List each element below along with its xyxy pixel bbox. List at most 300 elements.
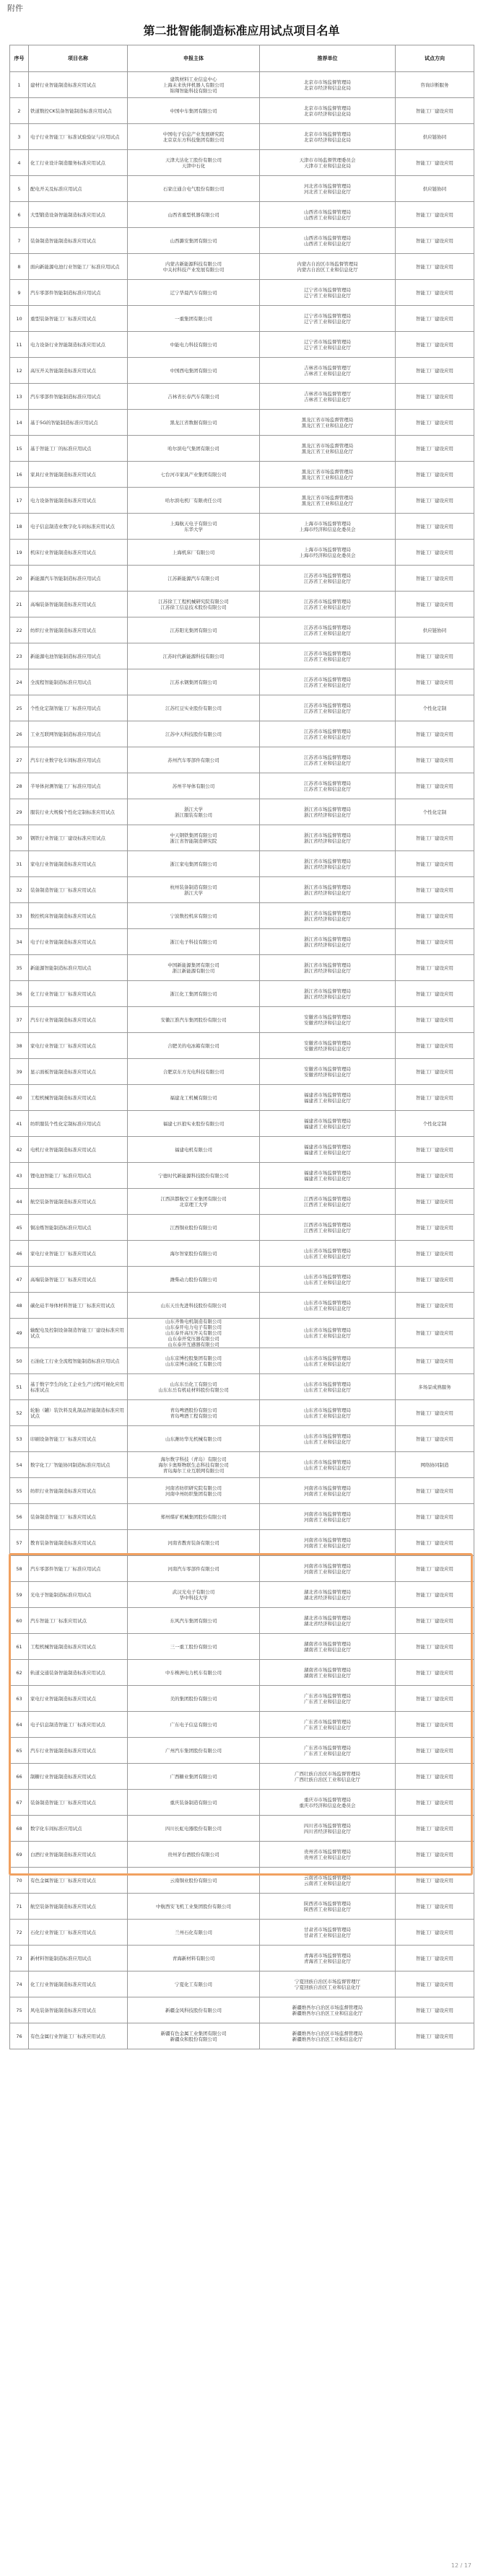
direction-cell: 智能工厂建设应用 [396,410,474,436]
direction-cell: 智能工厂建设应用 [396,1059,474,1085]
applicant-cell: 一重集团有限公司 [128,306,260,332]
recommender-cell: 浙江省市场监督管理局 浙江省经济和信息化厅 [260,877,396,903]
recommender-cell: 北京市市场监督管理局 北京市经济和信息化局 [260,98,396,124]
project-name: 全流程智能制造标准应用试点 [29,669,128,695]
recommender-cell: 辽宁省市场监督管理局 辽宁省工业和信息化厅 [260,332,396,358]
table-row [10,1556,474,1582]
applicant-cell: 重庆装备制造有限公司 [128,1790,260,1816]
project-name: 电机行业智能制造标准应用试点 [29,1137,128,1163]
project-name: 纺织服装个性化定制标准应用试点 [29,1111,128,1137]
table-row [10,1634,474,1660]
recommender-cell: 山东省市场监督管理局 山东省工业和信息化厅 [260,1452,396,1478]
col-header-direction: 试点方向 [396,45,474,72]
direction-cell: 智能工厂建设应用 [396,747,474,773]
direction-cell: 智能工厂建设应用 [396,1712,474,1738]
table-row [10,1215,474,1241]
applicant-cell: 杭州装备制造有限公司 浙江大学 [128,877,260,903]
recommender-cell: 福建省市场监督管理局 福建省工业和信息化厅 [260,1137,396,1163]
project-name: 汽车零部件智能工厂标准应用试点 [29,1556,128,1582]
applicant-cell: 哈尔滨电机厂有限责任公司 [128,488,260,514]
project-name: 基于智能工厂的标准应用试点 [29,436,128,462]
table-row [10,150,474,176]
row-number: 43 [10,1163,29,1189]
table-row [10,202,474,228]
table-row [10,1452,474,1478]
table-row [10,1241,474,1267]
table-row [10,488,474,514]
recommender-cell: 北京市市场监督管理局 北京市经济和信息化局 [260,124,396,150]
direction-cell: 智能工厂建设应用 [396,955,474,981]
recommender-cell: 江西省市场监督管理局 江西省工业和信息化厅 [260,1215,396,1241]
row-number: 30 [10,825,29,851]
applicant-cell: 江西洪都航空工业集团有限公司 北京理工大学 [128,1189,260,1215]
recommender-cell: 山东省市场监督管理局 山东省工业和信息化厅 [260,1241,396,1267]
recommender-cell: 安徽省市场监督管理局 安徽省经济和信息化厅 [260,1007,396,1033]
applicant-cell: 中航西安飞机工业集团股份有限公司 [128,1894,260,1920]
row-number: 14 [10,410,29,436]
recommender-cell: 云南省市场监督管理局 云南省工业和信息化厅 [260,1868,396,1894]
table-row [10,1920,474,1946]
direction-cell: 智能工厂建设应用 [396,254,474,280]
row-number: 21 [10,592,29,617]
direction-cell: 智能工厂建设应用 [396,1971,474,1997]
row-number: 15 [10,436,29,462]
direction-cell: 智能工厂建设应用 [396,1293,474,1319]
project-name: 汽车零部件智能制造标准应用试点 [29,384,128,410]
table-row [10,1686,474,1712]
row-number: 53 [10,1426,29,1452]
project-name: 汽车智能工厂标准应用试点 [29,1608,128,1634]
applicant-cell: 潍柴动力股份有限公司 [128,1267,260,1293]
direction-cell: 智能工厂建设应用 [396,669,474,695]
project-name: 航空装备智能制造标准应用试点 [29,1189,128,1215]
project-name: 基于数字孪生的化工企业生产过程可视化应用标准试点 [29,1374,128,1400]
row-number: 18 [10,514,29,540]
direction-cell: 智能工厂建设应用 [396,436,474,462]
applicant-cell: 辽宁华晨汽车有限公司 [128,280,260,306]
direction-cell: 供应链协同 [396,124,474,150]
table-row [10,98,474,124]
recommender-cell: 贵州省市场监督管理局 贵州省工业和信息化厅 [260,1842,396,1868]
direction-cell: 智能工厂建设应用 [396,643,474,669]
project-name: 建材行业智能制造标准应用试点 [29,72,128,98]
direction-cell: 智能工厂建设应用 [396,1007,474,1033]
project-name: 重型装备智能工厂标准应用试点 [29,306,128,332]
recommender-cell: 吉林省市场监督管理厅 吉林省工业和信息化厅 [260,384,396,410]
applicant-cell: 中国电子信息产业发展研究院 北京京东方科技集团有限公司 [128,124,260,150]
row-number: 37 [10,1007,29,1033]
project-name: 面向新能源电池行业智能工厂标准应用试点 [29,254,128,280]
direction-cell: 智能工厂建设应用 [396,280,474,306]
table-row [10,1137,474,1163]
project-name: 新能源智能制造标准应用试点 [29,955,128,981]
row-number: 68 [10,1816,29,1842]
project-name: 新材料智能制造标准应用试点 [29,1946,128,1971]
direction-cell: 智能工厂建设应用 [396,1163,474,1189]
table-row [10,436,474,462]
project-name: 光电子智能制造标准应用试点 [29,1582,128,1608]
applicant-cell: 山东潍坊华光机械有限公司 [128,1426,260,1452]
table-row [10,1504,474,1530]
project-name: 纺织行业智能制造标准应用试点 [29,1478,128,1504]
recommender-cell: 广东省市场监督管理局 广东省工业和信息化厅 [260,1738,396,1764]
direction-cell: 网络协同制造 [396,1452,474,1478]
project-name: 轨道交通装备智能制造标准应用试点 [29,1660,128,1686]
applicant-cell: 青岛啤酒股份有限公司 青岛啤酒工程有限公司 [128,1400,260,1426]
direction-cell: 智能工厂建设应用 [396,358,474,384]
applicant-cell: 吉林省长春汽车有限公司 [128,384,260,410]
row-number: 27 [10,747,29,773]
direction-cell: 智能工厂建设应用 [396,825,474,851]
project-name: 服装行业大规模个性化定制标准应用试点 [29,799,128,825]
row-number: 22 [10,617,29,643]
project-name: 大型锻造设备智能制造标准应用试点 [29,202,128,228]
project-name: 钢铁行业智能工厂建设标准应用试点 [29,825,128,851]
applicant-cell: 浙江家电集团有限公司 [128,851,260,877]
recommender-cell: 河南省市场监督管理局 河南省工业和信息化厅 [260,1478,396,1504]
project-name: 石油化工行业全流程智能制造标准应用试点 [29,1348,128,1374]
table-row [10,1868,474,1894]
project-name: 装备制造智能工厂标准应用试点 [29,1504,128,1530]
row-number: 6 [10,202,29,228]
applicant-cell: 中国新能源集团有限公司 浙江新能源有限公司 [128,955,260,981]
applicant-cell: 郑州煤矿机械集团股份有限公司 [128,1504,260,1530]
direction-cell: 智能工厂建设应用 [396,1267,474,1293]
table-row [10,1085,474,1111]
recommender-cell: 黑龙江省市场监督管理局 黑龙江省工业和信息化厅 [260,462,396,488]
row-number: 32 [10,877,29,903]
table-row [10,929,474,955]
applicant-cell: 武汉光电子有限公司 华中科技大学 [128,1582,260,1608]
project-name: 制糖行业智能制造标准应用试点 [29,1764,128,1790]
project-name: 化工行业智能制造标准应用试点 [29,1971,128,1997]
table-header-row [10,45,474,72]
row-number: 42 [10,1137,29,1163]
applicant-cell: 东风汽车集团有限公司 [128,1608,260,1634]
row-number: 9 [10,280,29,306]
direction-cell: 个性化定制 [396,695,474,721]
table-row [10,903,474,929]
table-row [10,358,474,384]
row-number: 26 [10,721,29,747]
recommender-cell: 北京市市场监督管理局 北京市经济和信息化局 [260,72,396,98]
row-number: 12 [10,358,29,384]
applicant-cell: 海尔数字科技（青岛）有限公司 海尔卡奥斯物联生态科技有限公司 青岛海尔工业互联网有限公司 [128,1452,260,1478]
project-name: 石化行业智能工厂标准应用试点 [29,1920,128,1946]
table-row [10,384,474,410]
row-number: 66 [10,1764,29,1790]
direction-cell: 智能工厂建设应用 [396,1033,474,1059]
table-row [10,566,474,592]
project-name: 数字化车间标准应用试点 [29,1816,128,1842]
direction-cell: 智能工厂建设应用 [396,1504,474,1530]
table-row [10,1374,474,1400]
recommender-cell: 广东省市场监督管理局 广东省工业和信息化厅 [260,1686,396,1712]
row-number: 50 [10,1348,29,1374]
row-number: 36 [10,981,29,1007]
applicant-cell: 江苏时代新能源科技有限公司 [128,643,260,669]
direction-cell: 智能工厂建设应用 [396,1634,474,1660]
row-number: 48 [10,1293,29,1319]
recommender-cell: 浙江省市场监督管理局 浙江省经济和信息化厅 [260,929,396,955]
project-name: 有色金属智能工厂标准应用试点 [29,1868,128,1894]
project-name: 基于5G的智能制造标准应用试点 [29,410,128,436]
row-number: 70 [10,1868,29,1894]
row-number: 67 [10,1790,29,1816]
row-number: 73 [10,1946,29,1971]
table-row [10,1608,474,1634]
row-number: 20 [10,566,29,592]
row-number: 17 [10,488,29,514]
table-row [10,851,474,877]
table-row [10,747,474,773]
recommender-cell: 江苏省市场监督管理局 江苏省工业和信息化厅 [260,721,396,747]
table-row [10,124,474,150]
project-table [9,45,474,2049]
row-number: 59 [10,1582,29,1608]
applicant-cell: 四川长虹电器股份有限公司 [128,1816,260,1842]
row-number: 38 [10,1033,29,1059]
project-name: 白酒行业智能制造标准应用试点 [29,1842,128,1868]
col-header-name: 项目名称 [29,45,128,72]
row-number: 10 [10,306,29,332]
direction-cell: 智能工厂建设应用 [396,1920,474,1946]
recommender-cell: 四川省市场监督管理局 四川省经济和信息化厅 [260,1816,396,1842]
recommender-cell: 湖北省市场监督管理局 湖北省经济和信息化厅 [260,1608,396,1634]
col-header-applicant: 申报主体 [128,45,260,72]
project-name: 高端装备智能制造标准应用试点 [29,592,128,617]
direction-cell: 智能工厂建设应用 [396,306,474,332]
applicant-cell: 黑龙江省数据有限公司 [128,410,260,436]
table-row [10,410,474,436]
table-row [10,462,474,488]
direction-cell: 智能工厂建设应用 [396,332,474,358]
recommender-cell: 黑龙江省市场监督管理局 黑龙江省工业和信息化厅 [260,410,396,436]
direction-cell: 智能工厂建设应用 [396,462,474,488]
row-number: 39 [10,1059,29,1085]
direction-cell: 智能工厂建设应用 [396,773,474,799]
recommender-cell: 甘肃省市场监督管理局 甘肃省工业和信息化厅 [260,1920,396,1946]
applicant-cell: 七台河市家具产业集团有限公司 [128,462,260,488]
recommender-cell: 山西省市场监督管理局 山西省工业和信息化厅 [260,202,396,228]
table-row [10,1293,474,1319]
direction-cell: 智能工厂建设应用 [396,877,474,903]
applicant-cell: 上海机床厂有限公司 [128,540,260,566]
applicant-cell: 河南汽车零部件有限公司 [128,1556,260,1582]
table-row [10,254,474,280]
row-number: 74 [10,1971,29,1997]
table-row [10,514,474,540]
row-number: 49 [10,1319,29,1348]
applicant-cell: 宁夏化工有限公司 [128,1971,260,1997]
table-row [10,280,474,306]
project-name: 个性化定制智能工厂标准应用试点 [29,695,128,721]
applicant-cell: 内蒙古新能源科技有限公司 中关村科技产业发展有限公司 [128,254,260,280]
recommender-cell: 安徽省市场监督管理局 安徽省经济和信息化厅 [260,1033,396,1059]
project-name: 家电行业智能工厂标准应用试点 [29,1033,128,1059]
table-row [10,1738,474,1764]
direction-cell: 智能工厂建设应用 [396,903,474,929]
direction-cell: 智能工厂建设应用 [396,1582,474,1608]
direction-cell: 智能工厂建设应用 [396,1478,474,1504]
applicant-cell: 天津大沽化工股份有限公司 天津中石化 [128,150,260,176]
page-title: 第二批智能制造标准应用试点项目名单 [143,24,340,38]
table-row [10,643,474,669]
direction-cell: 智能工厂建设应用 [396,1530,474,1556]
project-name: 配电开关及标准应用试点 [29,176,128,202]
row-number: 13 [10,384,29,410]
table-row [10,1660,474,1686]
recommender-cell: 上海市市场监督管理局 上海市经济和信息化委员会 [260,540,396,566]
project-name: 电力设备智能制造标准应用试点 [29,488,128,514]
direction-cell: 智能工厂建设应用 [396,592,474,617]
applicant-cell: 河南省纺织研究院有限公司 河南中州纺织集团有限公司 [128,1478,260,1504]
recommender-cell: 山东省市场监督管理局 山东省工业和信息化厅 [260,1426,396,1452]
recommender-cell: 辽宁省市场监督管理局 辽宁省工业和信息化厅 [260,306,396,332]
row-number: 8 [10,254,29,280]
project-name: 电子行业智能工厂标准试验验证与应用试点 [29,124,128,150]
applicant-cell: 三一重工股份有限公司 [128,1634,260,1660]
recommender-cell: 广西壮族自治区市场监督管理局 广西壮族自治区工业和信息化厅 [260,1764,396,1790]
table-row [10,1348,474,1374]
recommender-cell: 山东省市场监督管理局 山东省工业和信息化厅 [260,1374,396,1400]
direction-cell: 智能工厂建设应用 [396,929,474,955]
recommender-cell: 宁夏回族自治区市场监督管理厅 宁夏回族自治区工业和信息化厅 [260,1971,396,1997]
table-row [10,1971,474,1997]
direction-cell: 智能工厂建设应用 [396,1085,474,1111]
row-number: 57 [10,1530,29,1556]
recommender-cell: 福建省市场监督管理局 福建省工业和信息化厅 [260,1163,396,1189]
direction-cell: 智能工厂建设应用 [396,488,474,514]
table-row [10,1816,474,1842]
applicant-cell: 河南省教育装备有限公司 [128,1530,260,1556]
direction-cell: 多场景成熟服务 [396,1374,474,1400]
attachment-label: 附件 [7,4,23,13]
project-name: 教育装备智能制造标准应用试点 [29,1530,128,1556]
recommender-cell: 江苏省市场监督管理局 江苏省工业和信息化厅 [260,617,396,643]
direction-cell: 供应链协同 [396,617,474,643]
row-number: 63 [10,1686,29,1712]
applicant-cell: 新疆有色金属工业集团有限公司 新疆众和股份有限公司 [128,2023,260,2049]
applicant-cell: 福建七匹狼实业股份有限公司 [128,1111,260,1137]
recommender-cell: 江苏省市场监督管理局 江苏省工业和信息化厅 [260,669,396,695]
project-name: 工程机械智能制造标准应用试点 [29,1634,128,1660]
row-number: 61 [10,1634,29,1660]
row-number: 65 [10,1738,29,1764]
applicant-cell: 江西铜业股份有限公司 [128,1215,260,1241]
table-row [10,1894,474,1920]
applicant-cell: 中天钢铁集团有限公司 浙江省智能制造研究院 [128,825,260,851]
table-row [10,955,474,981]
applicant-cell: 福建电机有限公司 [128,1137,260,1163]
table-row [10,981,474,1007]
project-name: 输配电及控制设备制造智能工厂建设标准应用试点 [29,1319,128,1348]
direction-cell: 智能工厂建设应用 [396,150,474,176]
applicant-cell: 山东齐鲁电机制造有限公司 山东泰开电力电子有限公司 山东泰开高压开关有限公司 山东泰开变压器有限公司 山东泰开互感器有限公司 [128,1319,260,1348]
row-number: 64 [10,1712,29,1738]
direction-cell: 智能工厂建设应用 [396,540,474,566]
direction-cell: 智能工厂建设应用 [396,1894,474,1920]
table-row [10,695,474,721]
direction-cell: 智能工厂建设应用 [396,1868,474,1894]
recommender-cell: 天津市市场监督管理委员会 天津市工业和信息化局 [260,150,396,176]
direction-cell: 智能工厂建设应用 [396,384,474,410]
direction-cell: 咨询诊断服务 [396,72,474,98]
project-name: 航空装备智能制造标准应用试点 [29,1894,128,1920]
direction-cell: 智能工厂建设应用 [396,98,474,124]
table-row [10,1582,474,1608]
direction-cell: 智能工厂建设应用 [396,1660,474,1686]
project-name: 电力设备行业智能制造标准应用试点 [29,332,128,358]
recommender-cell: 新疆维吾尔自治区市场监督管理局 新疆维吾尔自治区工业和信息化厅 [260,2023,396,2049]
applicant-cell: 合肥美的电冰箱有限公司 [128,1033,260,1059]
row-number: 51 [10,1374,29,1400]
recommender-cell: 上海市市场监督管理局 上海市经济和信息化委员会 [260,514,396,540]
recommender-cell: 江苏省市场监督管理局 江苏省工业和信息化厅 [260,773,396,799]
recommender-cell: 重庆市市场监督管理局 重庆市经济和信息化委员会 [260,1790,396,1816]
table-row [10,228,474,254]
row-number: 19 [10,540,29,566]
project-name: 显示面板智能制造标准应用试点 [29,1059,128,1085]
applicant-cell: 广东电子信息有限公司 [128,1712,260,1738]
table-row [10,540,474,566]
table-row [10,592,474,617]
row-number: 47 [10,1267,29,1293]
table-row [10,1400,474,1426]
applicant-cell: 山东东岳化工有限公司 山东东岳有机硅材料股份有限公司 [128,1374,260,1400]
row-number: 4 [10,150,29,176]
row-number: 7 [10,228,29,254]
table-row [10,1530,474,1556]
project-name: 家具行业智能制造标准应用试点 [29,462,128,488]
table-row [10,2023,474,2049]
direction-cell: 智能工厂建设应用 [396,1608,474,1634]
table-row [10,1426,474,1452]
project-name: 家电行业智能制造标准应用试点 [29,1686,128,1712]
project-name: 工业互联网智能制造标准应用试点 [29,721,128,747]
project-name: 数控机床智能制造标准应用试点 [29,903,128,929]
direction-cell: 智能工厂建设应用 [396,1215,474,1241]
applicant-cell: 江苏徐工工程机械研究院有限公司 江苏徐工信息技术股份有限公司 [128,592,260,617]
recommender-cell: 浙江省市场监督管理局 浙江省经济和信息化厅 [260,955,396,981]
applicant-cell: 中国西电集团有限公司 [128,358,260,384]
project-name: 纺织行业智能制造标准应用试点 [29,617,128,643]
row-number: 28 [10,773,29,799]
direction-cell: 智能工厂建设应用 [396,1400,474,1426]
project-name: 碳化硅半导体材料智能工厂标准应用试点 [29,1293,128,1319]
direction-cell: 智能工厂建设应用 [396,1816,474,1842]
table-row [10,1946,474,1971]
row-number: 62 [10,1660,29,1686]
row-number: 23 [10,643,29,669]
recommender-cell: 新疆维吾尔自治区市场监督管理局 新疆维吾尔自治区工业和信息化厅 [260,1997,396,2023]
recommender-cell: 浙江省市场监督管理局 浙江省经济和信息化厅 [260,903,396,929]
recommender-cell: 江苏省市场监督管理局 江苏省工业和信息化厅 [260,747,396,773]
applicant-cell: 中车株洲电力机车有限公司 [128,1660,260,1686]
project-name: 电子行业智能制造标准应用试点 [29,929,128,955]
recommender-cell: 江苏省市场监督管理局 江苏省工业和信息化厅 [260,592,396,617]
recommender-cell: 浙江省市场监督管理局 浙江省经济和信息化厅 [260,851,396,877]
row-number: 52 [10,1400,29,1426]
project-name: 汽车行业数字化车间标准应用试点 [29,747,128,773]
project-name: 铜冶炼智能制造标准应用试点 [29,1215,128,1241]
applicant-cell: 建筑材料工业信息中心 上海未来伙伴机器人有限公司 锦翔智能科技有限公司 [128,72,260,98]
recommender-cell: 黑龙江省市场监督管理局 黑龙江省工业和信息化厅 [260,488,396,514]
applicant-cell: 宁德时代新能源科技股份有限公司 [128,1163,260,1189]
table-row [10,799,474,825]
row-number: 3 [10,124,29,150]
project-name: 有色金属行业智能工厂标准应用试点 [29,2023,128,2049]
